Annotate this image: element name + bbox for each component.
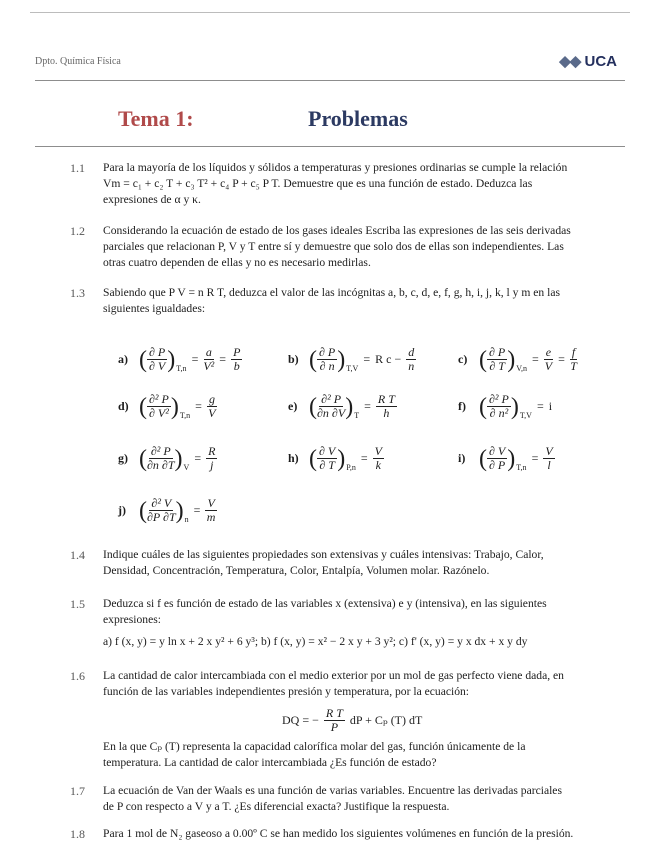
derivative-fraction xyxy=(147,346,167,373)
problem-line: temperatura. La cantidad de calor intercambiada ¿Es función de estado? xyxy=(103,756,437,769)
problem-line: expresiones: xyxy=(103,613,161,626)
partial-derivative-equation xyxy=(118,497,217,524)
equals-sign: = xyxy=(536,399,544,413)
partial-derivative xyxy=(479,346,527,373)
problem-number: 1.8 xyxy=(70,827,85,841)
equation-label: h) xyxy=(288,451,299,465)
problem-number: 1.1 xyxy=(70,161,85,175)
rhs-fraction xyxy=(376,393,397,420)
problem-text xyxy=(103,668,621,700)
paren-right: ) xyxy=(507,445,516,472)
rhs-numerator: P xyxy=(233,345,241,359)
problem-line: Deduzca si f es función de estado de las variables x (extensiva) e y (intensiva), en las siguientes xyxy=(103,597,547,610)
partial-derivative-equation xyxy=(288,445,384,472)
partial-derivative-equation xyxy=(118,393,217,420)
rhs-numerator: f xyxy=(571,345,576,359)
logo-mark-icon: ◆◆ xyxy=(559,53,581,70)
problem-text xyxy=(103,547,621,579)
derivative-denominator: ∂ T xyxy=(319,458,335,472)
equals-sign: = xyxy=(363,352,371,366)
paren-right: ) xyxy=(175,497,184,524)
held-constant-subscript: P,n xyxy=(346,463,356,472)
rhs-fraction xyxy=(207,393,217,420)
problem-line: La ecuación de Van der Waals es una función de varias variables. Encuentre las derivadas parciales xyxy=(103,784,562,797)
derivative-numerator: ∂² P xyxy=(321,392,342,406)
problem-line: parciales que relacionan P, V y T entre sí y demuestre que solo dos de ellas son independientes. Las xyxy=(103,240,564,253)
dq-frac-num: R T xyxy=(325,706,343,720)
problem-text xyxy=(103,223,621,271)
rhs-fraction xyxy=(406,346,416,373)
derivative-fraction xyxy=(487,393,511,420)
rhs-numerator: R xyxy=(208,444,216,458)
derivative-fraction xyxy=(487,445,507,472)
dq-fraction xyxy=(324,707,345,734)
paren-left: ( xyxy=(479,393,487,420)
rhs-fraction xyxy=(231,346,242,373)
equation-label: g) xyxy=(118,451,128,465)
problem-line: expresiones de α y κ. xyxy=(103,193,201,206)
held-constant-subscript: V xyxy=(183,463,190,472)
derivative-fraction xyxy=(147,393,171,420)
equals-sign: = xyxy=(558,352,565,366)
paren-left: ( xyxy=(139,497,147,524)
held-constant-subscript: n xyxy=(184,515,189,524)
rhs-denominator: j xyxy=(210,458,214,472)
problem-line: Sabiendo que P V = n R T, deduzca el valor de las incógnitas a, b, c, d, e, f, g, h, i, j, k, l y m en las xyxy=(103,286,560,299)
rhs-denominator: V² xyxy=(203,359,215,373)
derivative-numerator: ∂ V xyxy=(489,444,506,458)
paren-right: ) xyxy=(337,346,346,373)
problem-line: Vm = c₁ + c₂ T + c₃ T² + c₄ P + c₅ P T. Demuestre que es una función de estado. Deduzca las xyxy=(103,177,533,190)
problem-number: 1.3 xyxy=(70,286,85,300)
held-constant-subscript: T,n xyxy=(176,364,187,373)
paren-left: ( xyxy=(309,346,317,373)
derivative-denominator: ∂ n xyxy=(319,359,335,373)
rhs-numerator: a xyxy=(205,345,212,359)
derivative-fraction xyxy=(147,497,176,524)
problem-text-continued xyxy=(103,739,621,771)
rhs-fraction xyxy=(544,346,553,373)
problem-line: Para la mayoría de los líquidos y sólidos a temperaturas y presiones ordinarias se cumple la relación xyxy=(103,161,568,174)
problem-line: Densidad, Concentración, Temperatura, Color, Entalpía, Volumen molar. Razónelo. xyxy=(103,564,490,577)
problem-line: Para 1 mol de N₂ gaseoso a 0.00º C se han medido los siguientes volúmenes en función de la presión. xyxy=(103,827,574,840)
rhs-denominator: b xyxy=(233,359,240,373)
partial-derivative-equation xyxy=(458,393,552,420)
page-header xyxy=(35,52,625,76)
dq-rest: dP + Cₚ (T) dT xyxy=(349,713,423,727)
equation-label: e) xyxy=(288,399,298,413)
held-constant-subscript: V,n xyxy=(516,364,528,373)
rhs-denominator: k xyxy=(375,458,381,472)
partial-derivative xyxy=(139,393,190,420)
equation-label: a) xyxy=(118,352,128,366)
problem-number: 1.5 xyxy=(70,597,85,611)
derivative-fraction xyxy=(317,346,337,373)
paren-left: ( xyxy=(309,445,317,472)
derivative-denominator: ∂ P xyxy=(489,458,506,472)
partial-derivative xyxy=(309,445,356,472)
equals-sign: = xyxy=(531,451,539,465)
dq-equation xyxy=(282,707,422,734)
paren-right: ) xyxy=(345,393,354,420)
topic-title: Tema 1: xyxy=(118,106,194,131)
rhs-denominator: m xyxy=(206,510,216,524)
rhs-denominator: T xyxy=(570,359,577,373)
rhs-denominator: l xyxy=(547,458,551,472)
paren-right: ) xyxy=(507,346,516,373)
problem-line: La cantidad de calor intercambiada con el medio exterior por un mol de gas perfecto viene dada, en xyxy=(103,669,564,682)
derivative-numerator: ∂² V xyxy=(151,496,172,510)
held-constant-subscript: T,n xyxy=(179,411,191,420)
partial-derivative xyxy=(139,497,189,524)
title-rule xyxy=(35,146,625,147)
paren-left: ( xyxy=(139,346,147,373)
derivative-denominator: ∂ V xyxy=(149,359,166,373)
derivative-denominator: ∂n ∂V xyxy=(317,406,346,420)
problem-text xyxy=(103,783,621,815)
equation-label: f) xyxy=(458,399,466,413)
held-constant-subscript: T,n xyxy=(516,463,527,472)
partial-derivative-equation xyxy=(458,445,555,472)
problem-line: siguientes igualdades: xyxy=(103,302,206,315)
derivative-denominator: ∂ T xyxy=(489,359,505,373)
problem-number: 1.7 xyxy=(70,784,85,798)
derivative-fraction xyxy=(147,445,175,472)
equation-label: j) xyxy=(118,503,126,517)
problem-line: de P con respecto a V y a T. ¿Es diferencial exacta? Justifique la respuesta. xyxy=(103,800,450,813)
partial-derivative xyxy=(479,393,532,420)
paren-left: ( xyxy=(309,393,317,420)
paren-left: ( xyxy=(139,445,147,472)
equals-sign: = xyxy=(191,352,199,366)
rhs-numerator: d xyxy=(408,345,415,359)
rhs-fraction xyxy=(205,497,216,524)
header-rule xyxy=(35,80,625,81)
derivative-fraction xyxy=(487,346,507,373)
held-constant-subscript: T,V xyxy=(346,364,359,373)
problem-line: Considerando la ecuación de estado de los gases ideales Escriba las expresiones de las seis derivadas xyxy=(103,224,571,237)
equation-label: d) xyxy=(118,399,129,413)
paren-right: ) xyxy=(510,393,519,420)
dq-frac-den: P xyxy=(330,720,339,734)
derivative-denominator: ∂P ∂T xyxy=(147,510,176,524)
problem-text xyxy=(103,160,621,208)
paren-right: ) xyxy=(167,346,176,373)
rhs-denominator: h xyxy=(383,406,390,420)
rhs-numerator: g xyxy=(208,392,215,406)
problem-text xyxy=(103,285,621,317)
paren-right: ) xyxy=(337,445,346,472)
derivative-numerator: ∂ V xyxy=(319,444,336,458)
equals-sign: = xyxy=(193,503,201,517)
paren-left: ( xyxy=(479,445,487,472)
derivative-numerator: ∂² P xyxy=(489,392,509,406)
partial-derivative xyxy=(479,445,527,472)
rhs-denominator: n xyxy=(408,359,415,373)
top-rule xyxy=(30,12,630,13)
problem-line: a) f (x, y) = y ln x + 2 x y² + 6 y³; b) f (x, y) = x² − 2 x y + 3 y²; c) f' (x, y) = y x dx + x y dy xyxy=(103,635,528,648)
partial-derivative-equation xyxy=(118,445,217,472)
problem-line: En la que Cₚ (T) representa la capacidad calorífica molar del gas, función únicamente de la xyxy=(103,740,526,753)
rhs-numerator: e xyxy=(545,345,552,359)
problem-number: 1.4 xyxy=(70,548,85,562)
department-label: Dpto. Química Física xyxy=(35,56,121,67)
derivative-denominator: ∂ n² xyxy=(489,406,509,420)
equation-term: i xyxy=(548,399,553,413)
rhs-numerator: V xyxy=(207,496,215,510)
derivative-numerator: ∂ P xyxy=(489,345,506,359)
partial-derivative xyxy=(309,393,359,420)
held-constant-subscript: T,V xyxy=(519,411,532,420)
equals-sign: = xyxy=(219,352,227,366)
partial-derivative-equation xyxy=(288,393,397,420)
equals-sign: = xyxy=(194,451,202,465)
equals-sign: = xyxy=(360,451,368,465)
rhs-numerator: V xyxy=(545,444,553,458)
problem-number: 1.2 xyxy=(70,224,85,238)
equals-sign: = xyxy=(195,399,202,413)
equation-label: b) xyxy=(288,352,299,366)
derivative-denominator: ∂n ∂T xyxy=(147,458,175,472)
equation-label: i) xyxy=(458,451,466,465)
paren-left: ( xyxy=(139,393,147,420)
held-constant-subscript: T xyxy=(354,411,360,420)
problem-line: Indique cuáles de las siguientes propiedades son extensivas y cuáles intensivas: Trabajo, Calor, xyxy=(103,548,544,561)
rhs-denominator: V xyxy=(544,359,553,373)
problem-line: función de las variables independientes presión y temperatura, por la ecuación: xyxy=(103,685,470,698)
equals-sign: = xyxy=(364,399,371,413)
partial-derivative xyxy=(139,445,189,472)
paren-right: ) xyxy=(170,393,179,420)
rhs-fraction xyxy=(570,346,577,373)
partial-derivative-equation xyxy=(118,346,242,373)
equals-sign: = xyxy=(532,352,539,366)
rhs-fraction xyxy=(373,445,384,472)
rhs-numerator: V xyxy=(374,444,382,458)
derivative-denominator: ∂ V² xyxy=(149,406,169,420)
equation-label: c) xyxy=(458,352,468,366)
uca-logo xyxy=(559,52,617,70)
partial-derivative-equation xyxy=(288,346,416,373)
paren-left: ( xyxy=(479,346,487,373)
equation-term: R c − xyxy=(375,352,402,366)
partial-derivative xyxy=(139,346,187,373)
rhs-fraction xyxy=(203,346,214,373)
problem-text xyxy=(103,596,621,650)
derivative-numerator: ∂² P xyxy=(149,392,169,406)
paren-right: ) xyxy=(174,445,183,472)
problem-text xyxy=(103,826,621,842)
logo-text: UCA xyxy=(584,53,617,70)
derivative-numerator: ∂ P xyxy=(319,345,336,359)
section-title: Problemas xyxy=(308,106,408,131)
rhs-fraction xyxy=(206,445,217,472)
problem-number: 1.6 xyxy=(70,669,85,683)
derivative-fraction xyxy=(317,445,337,472)
rhs-numerator: R T xyxy=(377,392,395,406)
rhs-denominator: V xyxy=(208,406,216,420)
dq-lhs: DQ = − xyxy=(282,713,319,727)
partial-derivative-equation xyxy=(458,346,577,373)
rhs-fraction xyxy=(543,445,554,472)
partial-derivative xyxy=(309,346,358,373)
derivative-fraction xyxy=(317,393,345,420)
problem-line: otras cuatro dependen de ellas y no es necesario medirlas. xyxy=(103,256,371,269)
derivative-numerator: ∂ P xyxy=(149,345,166,359)
derivative-numerator: ∂² P xyxy=(150,444,171,458)
